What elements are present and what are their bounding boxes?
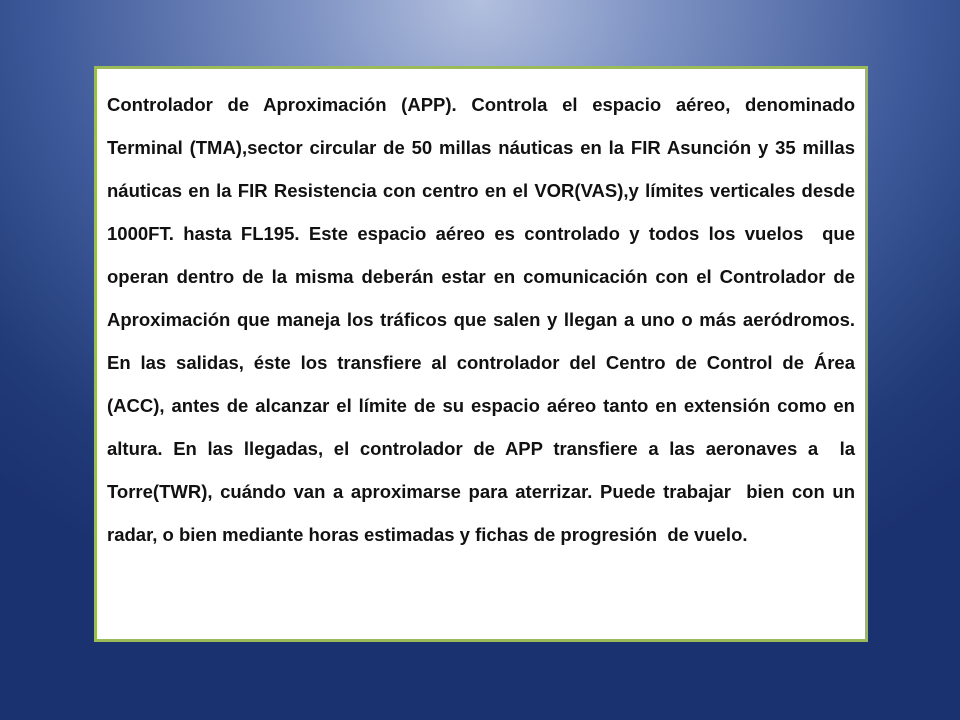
body-paragraph: Controlador de Aproximación (APP). Controla el espacio aéreo, denominado Terminal (TMA),sector circular de 50 millas náuticas en la FIR Asunción y 35 millas náuticas en la FIR Resistencia con centro en el VOR(VAS),y límites verticales desde 1000FT. hasta FL195. Este espacio aéreo es controlado y todos los vuelos que operan dentro de la misma deberán estar en comunicación con el Controlador de Aproximación que maneja los tráficos que salen y llegan a uno o más aeródromos. En las salidas, éste los transfiere al controlador del Centro de Control de Área (ACC), antes de alcanzar el límite de su espacio aéreo tanto en extensión como en altura. En las llegadas, el controlador de APP transfiere a las aeronaves a la Torre(TWR), cuándo van a aproximarse para aterrizar. Puede trabajar bien con un radar, o bien mediante horas estimadas y fichas de progresión de vuelo. bbox=[107, 94, 861, 545]
text-box bbox=[94, 66, 868, 642]
